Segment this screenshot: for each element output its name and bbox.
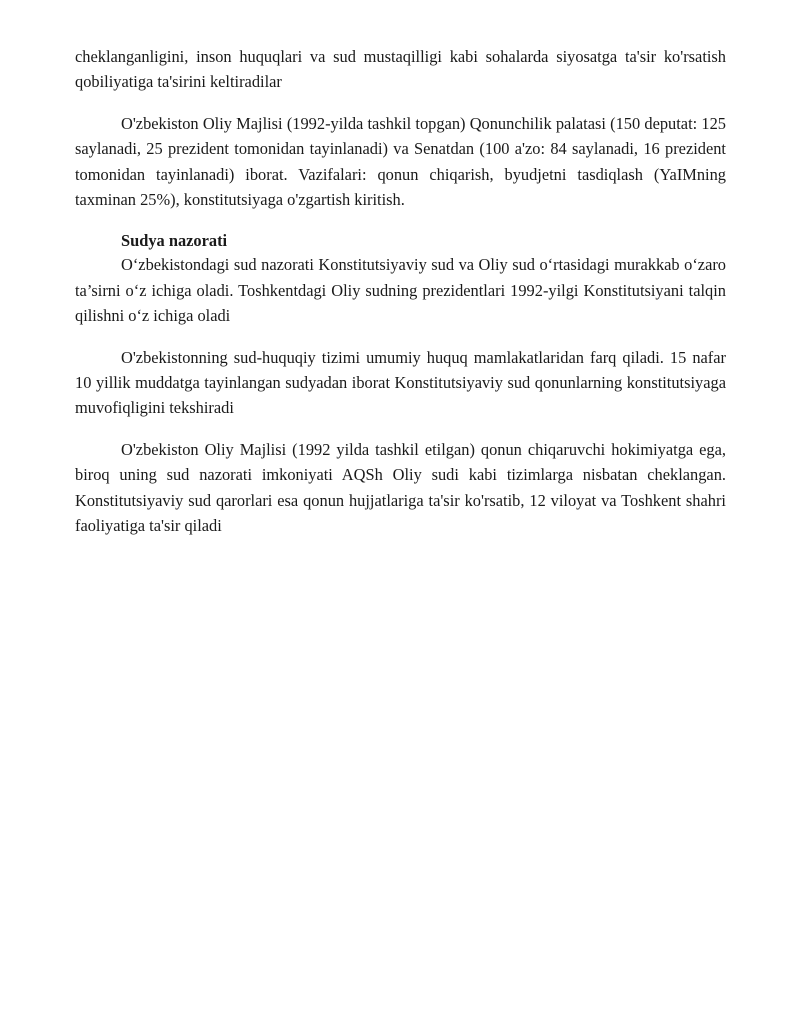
document-body: [75, 44, 726, 539]
legislature-paragraph: O'zbekiston Oliy Majlisi (1992 yilda tashkil etilgan) qonun chiqaruvchi hokimiyatga ega, biroq uning sud nazorati imkoniyati AQSh Oliy sudi kabi tizimlarga nisbatan cheklangan. Konstitutsiyaviy sud qarorlari esa qonun hujjatlariga ta'sir ko'rsatib, 12 viloyat va Toshkent shahri faoliyatiga ta'sir qiladi: [75, 439, 726, 536]
continued-paragraph: cheklanganligini, inson huquqlari va sud mustaqilligi kabi sohalarda siyosatga ta'sir ko'rsatish qobiliyatiga ta'sirini keltiradilar: [75, 47, 726, 92]
judicial-review-paragraph: O‘zbekistondagi sud nazorati Konstitutsiyaviy sud va Oliy sud o‘rtasidagi murakkab o‘zaro ta’sirni o‘z ichiga oladi. Toshkentdagi Oliy sudning prezidentlari 1992-yilgi Konstitutsiyani talqin qilishni o‘z ichiga oladi: [75, 255, 726, 326]
oliy-majlis-paragraph: O'zbekiston Oliy Majlisi (1992-yilda tashkil topgan) Qonunchilik palatasi (150 deputat: 125 saylanadi, 25 prezident tomonidan tayinlanadi) va Senatdan (100 a'zo: 84 saylanadi, 16 prezident tomonidan tayinlanadi) iborat. Vazifalari: qonun chiqarish, byudjetni tasdiqlash (YaIMning taxminan 25%), konstitutsiyaga o'zgartish kiritish.: [75, 113, 726, 210]
legal-system-paragraph: O'zbekistonning sud-huquqiy tizimi umumiy huquq mamlakatlaridan farq qiladi. 15 nafar 10 yillik muddatga tayinlangan sudyadan iborat Konstitutsiyaviy sud qonunlarning konstitutsiyaga muvofiqligini tekshiradi: [75, 347, 726, 418]
section-heading: Sudya nazorati: [121, 231, 228, 251]
